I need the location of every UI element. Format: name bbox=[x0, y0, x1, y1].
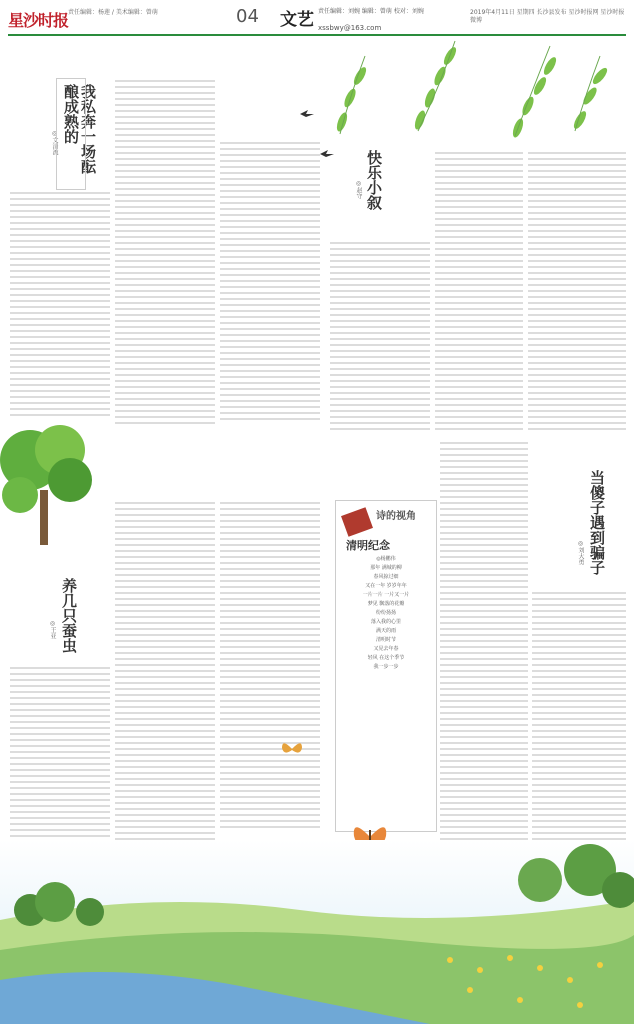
poem-line: 那年 满城的柳 bbox=[370, 565, 402, 571]
article-author-4: ◎刘大勇 bbox=[577, 540, 584, 565]
poem-line: 轻风 在这个季节 bbox=[367, 655, 405, 661]
page-header bbox=[0, 0, 634, 38]
poem-line: 落入我的心里 bbox=[370, 619, 401, 625]
article-title-2: 快乐小叙 bbox=[365, 150, 383, 210]
pen-icon bbox=[341, 507, 373, 537]
poem-line: 春风掠过细 bbox=[373, 574, 399, 580]
butterfly-icon bbox=[280, 738, 304, 760]
tree-illustration bbox=[0, 420, 110, 550]
article-body-2b bbox=[435, 150, 523, 430]
poem-lines bbox=[336, 555, 436, 672]
editor-line: 责任编辑：刘婉 编辑：曾萌 校对：刘婉 bbox=[318, 8, 424, 15]
article-title-1: 我私奔一场酝酿成熟的 bbox=[62, 84, 97, 174]
poem-line: 又在一年 岁岁年年 bbox=[365, 583, 407, 589]
poem-author: ◎杨鹏伟 bbox=[376, 556, 396, 562]
date-line: 2019年4月11日 星期四 长沙县发布 星沙时报网 星沙时报微博 bbox=[470, 9, 625, 24]
newspaper-brand: 星沙时报 bbox=[8, 11, 69, 30]
article-body-1c bbox=[220, 140, 320, 420]
poem-line: 梦见 飘落的花瓣 bbox=[367, 601, 405, 607]
article-body-4c bbox=[532, 590, 626, 840]
poem-title: 清明纪念 bbox=[346, 539, 390, 552]
poem-line: 纷纷扬扬 bbox=[375, 610, 396, 616]
article-body-1a bbox=[10, 190, 110, 420]
page-number: 04 bbox=[236, 6, 259, 27]
article-body-3b bbox=[115, 500, 215, 840]
article-author-1: ◎文清流 bbox=[51, 130, 58, 155]
poem-line: 满天的雨 bbox=[375, 628, 396, 634]
title-frame-1 bbox=[56, 78, 86, 190]
article-body-1b bbox=[115, 78, 215, 428]
article-body-3c bbox=[220, 500, 320, 830]
poem-box bbox=[335, 500, 437, 832]
article-title-3: 养几只蚕虫 bbox=[60, 578, 78, 653]
section-title: 文艺 bbox=[280, 10, 314, 30]
poem-line: 一片一片 一片又一片 bbox=[362, 592, 410, 598]
article-title-4: 当傻子遇到骗子 bbox=[588, 470, 606, 575]
poem-line: 清明时节 bbox=[375, 637, 396, 643]
contact-email[interactable]: xssbwy@163.com bbox=[318, 24, 382, 32]
article-body-2c bbox=[528, 150, 626, 430]
article-author-3: ◎王亚 bbox=[49, 620, 56, 639]
meadow-landscape-illustration bbox=[0, 840, 634, 1024]
poem-column-heading: 诗的视角 bbox=[376, 511, 416, 522]
brand-subline: 责任编辑：杨莲 / 美术编辑：曾萌 bbox=[68, 9, 158, 16]
article-author-2: ◎赵守 bbox=[355, 180, 362, 199]
article-body-3a bbox=[10, 665, 110, 845]
article-body-2a bbox=[330, 240, 430, 430]
article-body-4b bbox=[440, 560, 528, 840]
poem-line: 我一步一步 bbox=[373, 664, 399, 670]
poem-line: 又见去年春 bbox=[373, 646, 399, 652]
